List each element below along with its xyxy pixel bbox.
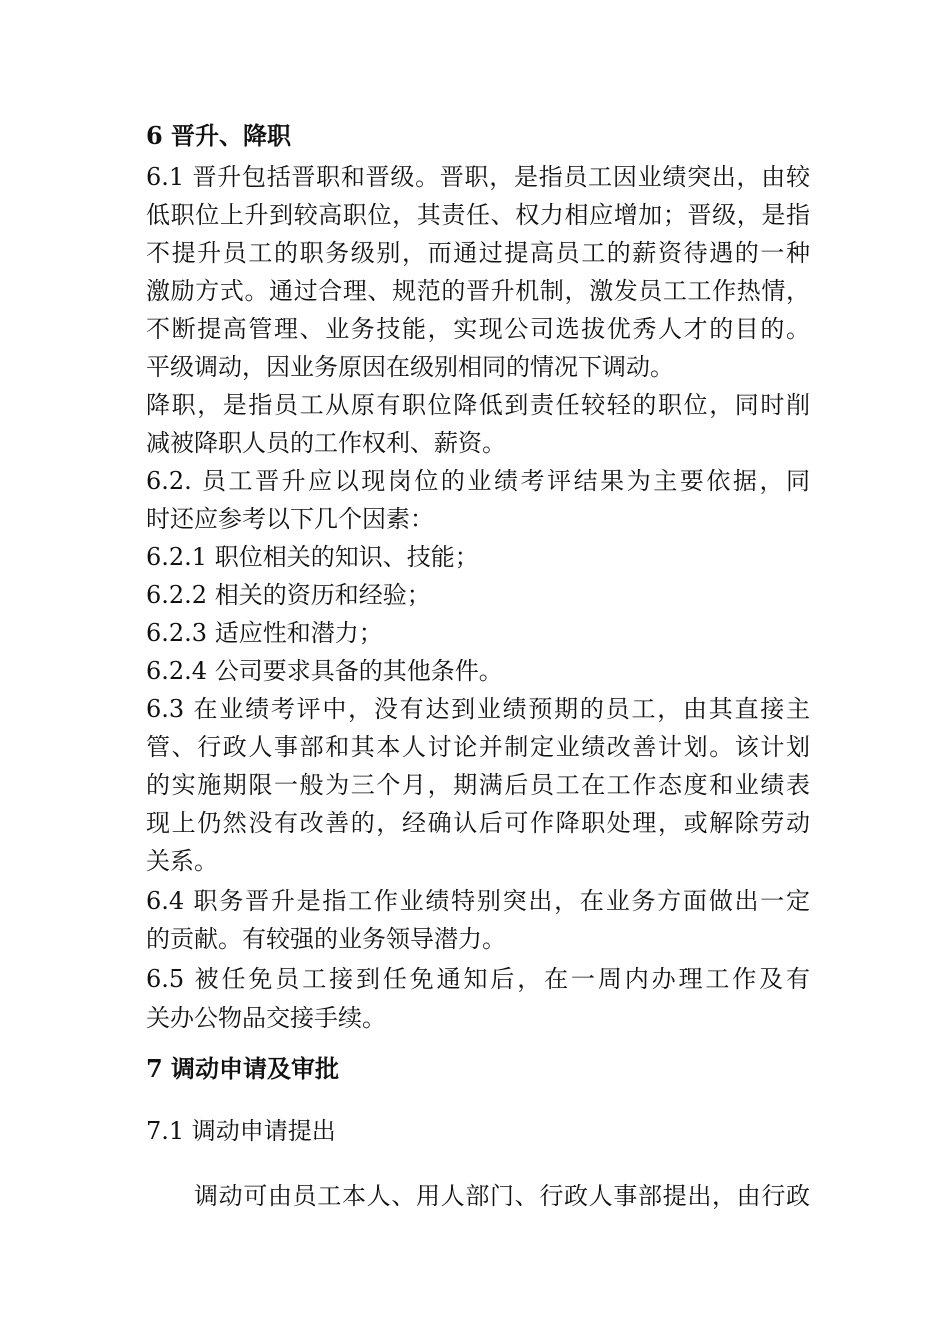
- text-line: 6.4 职务晋升是指工作业绩特别突出，在业务方面做出一定: [146, 887, 810, 915]
- list-item: 6.2.3 适应性和潜力；: [146, 619, 383, 647]
- text-line: 关办公物品交接手续。: [146, 1004, 386, 1032]
- text-line: 管、行政人事部和其本人讨论并制定业绩改善计划。该计划: [146, 733, 810, 761]
- text-line: 6.3 在业绩考评中，没有达到业绩预期的员工，由其直接主: [146, 695, 810, 723]
- paragraph-line: 调动可由员工本人、用人部门、行政人事部提出，由行政: [194, 1182, 810, 1210]
- text-line: 激励方式。通过合理、规范的晋升机制，激发员工工作热情，: [146, 277, 810, 305]
- text-line: 不断提高管理、业务技能，实现公司选拔优秀人才的目的。: [146, 315, 810, 343]
- text-line: 的贡献。有较强的业务领导潜力。: [146, 925, 506, 953]
- text-line: 平级调动，因业务原因在级别相同的情况下调动。: [146, 353, 674, 381]
- section-6-heading: 6 晋升、降职: [146, 121, 292, 150]
- text-line: 时还应参考以下几个因素：: [146, 505, 434, 533]
- list-item: 6.2.2 相关的资历和经验；: [146, 581, 431, 609]
- text-line: 6.1 晋升包括晋职和晋级。晋职，是指员工因业绩突出，由较: [146, 163, 810, 191]
- text-line: 现上仍然没有改善的，经确认后可作降职处理，或解除劳动: [146, 809, 810, 837]
- text-line: 关系。: [146, 847, 218, 875]
- text-line: 不提升员工的职务级别，而通过提高员工的薪资待遇的一种: [146, 239, 810, 267]
- list-item: 6.2.4 公司要求具备的其他条件。: [146, 657, 503, 685]
- text-line: 减被降职人员的工作权利、薪资。: [146, 429, 506, 457]
- text-line: 6.5 被任免员工接到任免通知后，在一周内办理工作及有: [146, 965, 810, 993]
- list-item: 6.2.1 职位相关的知识、技能；: [146, 543, 479, 571]
- text-line: 6.2. 员工晋升应以现岗位的业绩考评结果为主要依据，同: [146, 467, 810, 495]
- text-line: 低职位上升到较高职位，其责任、权力相应增加；晋级，是指: [146, 201, 810, 229]
- section-7-heading: 7 调动申请及审批: [146, 1054, 340, 1083]
- text-line: 的实施期限一般为三个月，期满后员工在工作态度和业绩表: [146, 771, 810, 799]
- subsection-7-1-heading: 7.1 调动申请提出: [146, 1117, 336, 1145]
- text-line: 降职，是指员工从原有职位降低到责任较轻的职位，同时削: [146, 391, 810, 419]
